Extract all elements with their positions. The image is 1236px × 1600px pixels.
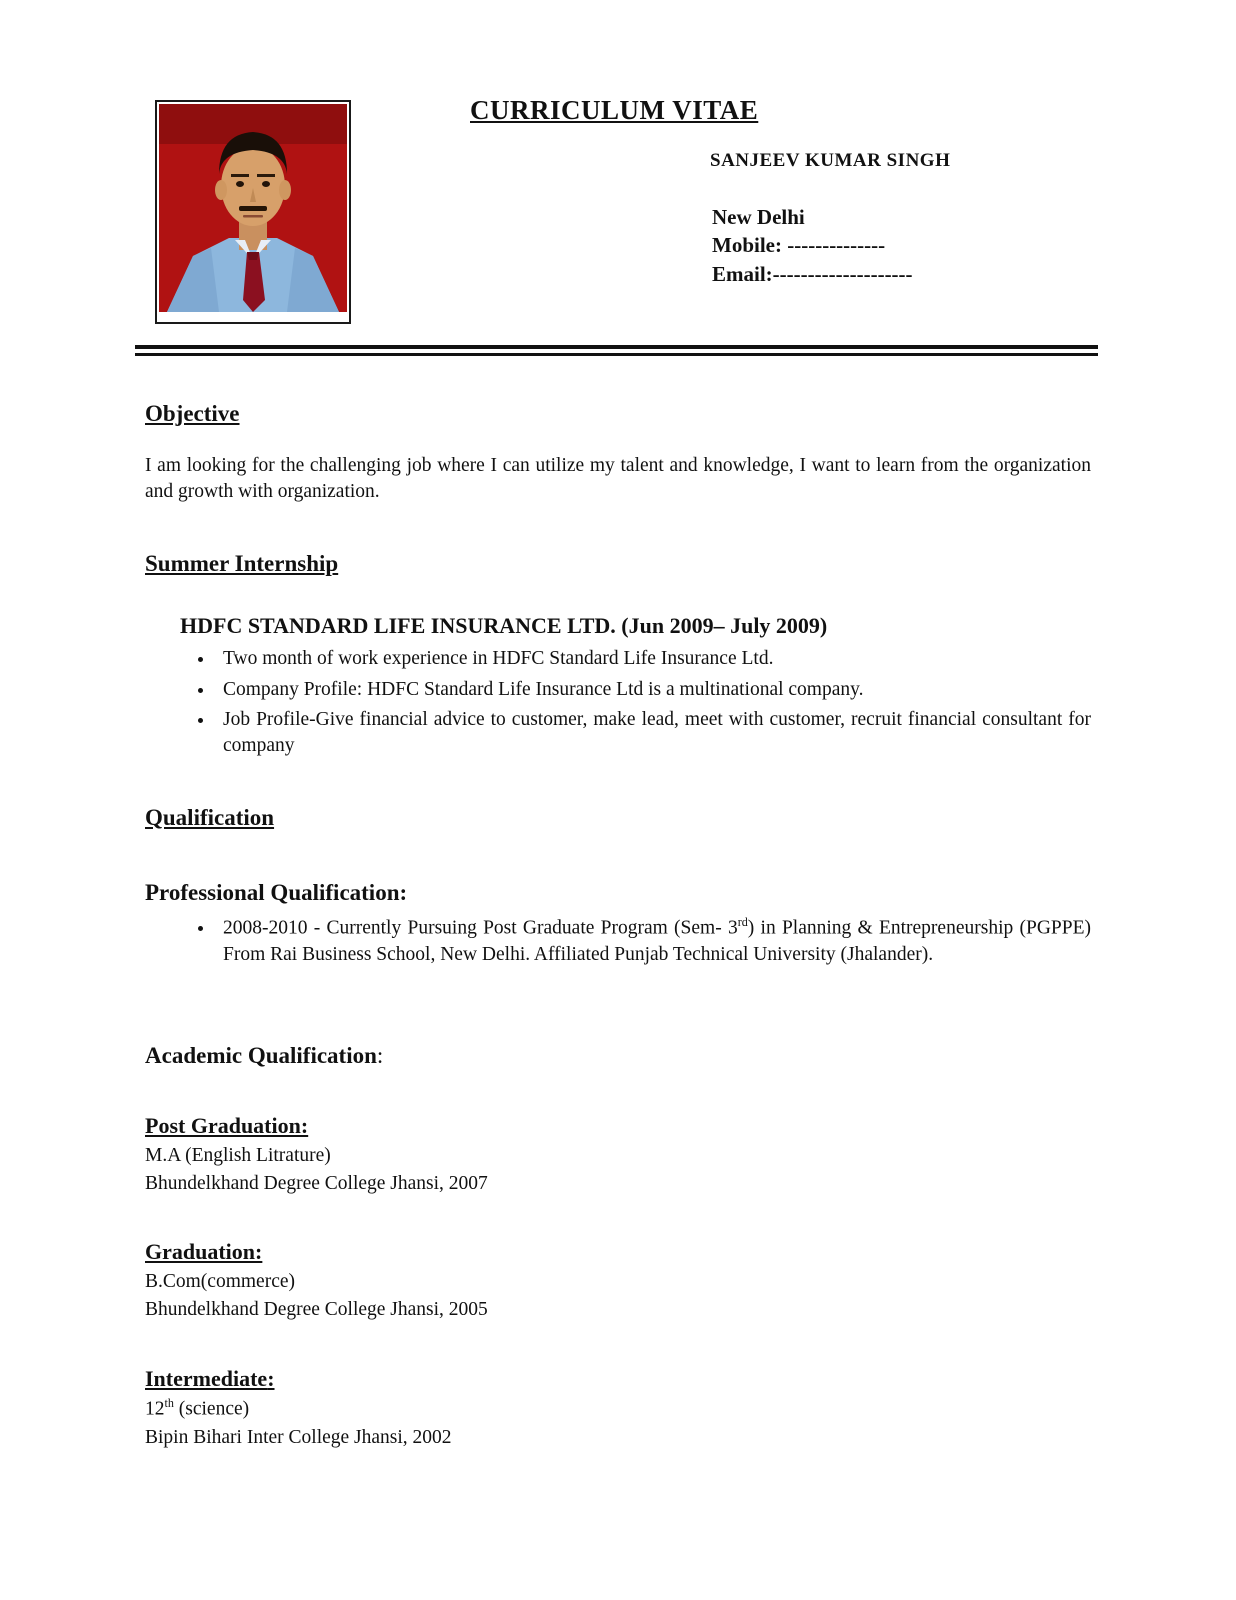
applicant-photo-image (159, 104, 347, 312)
email-label: Email: (712, 261, 773, 286)
professional-qualification-list (145, 914, 1091, 968)
intermediate-degree-rest: (science) (173, 1398, 250, 1420)
post-graduation-heading: Post Graduation: (145, 1112, 309, 1138)
pq-superscript: rd (737, 914, 748, 929)
internship-bullet-list (145, 646, 1091, 759)
mobile-label: Mobile: (712, 233, 788, 258)
mobile-value: -------------- (787, 233, 886, 258)
header-divider (135, 345, 1098, 356)
graduation-college: Bhundelkhand Degree College Jhansi, 2005 (145, 1299, 488, 1321)
post-graduation-college: Bhundelkhand Degree College Jhansi, 2007 (145, 1172, 488, 1194)
applicant-photo (155, 100, 351, 324)
intermediate-heading-colon: : (267, 1365, 275, 1391)
intermediate-superscript: th (164, 1396, 174, 1411)
graduation-degree: B.Com(commerce) (145, 1270, 295, 1292)
graduation-heading: Graduation: (145, 1239, 263, 1265)
contact-email (712, 260, 913, 288)
internship-bullet: • Company Profile: HDFC Standard Life Insurance Ltd is a multinational company. (215, 677, 1091, 703)
internship-bullet: • Job Profile-Give financial advice to customer, make lead, meet with customer, recruit financial consultant for company (215, 707, 1091, 760)
contact-city: New Delhi (712, 205, 805, 229)
pq-text-2: ) in Planning & Entrepreneurship (PGPPE) From Rai Business School, New Delhi. Affiliated Punjab Technical University (Jhalander). (223, 917, 1092, 965)
intermediate-college: Bipin Bihari Inter College Jhansi, 2002 (145, 1427, 452, 1449)
cv-content (0, 398, 1236, 1511)
contact-block (712, 203, 913, 288)
internship-company-line: HDFC STANDARD LIFE INSURANCE LTD. (Jun 2009– July 2009) (180, 612, 828, 638)
intermediate-heading (145, 1364, 1091, 1394)
academic-heading-text: Academic Qualification (145, 1042, 377, 1068)
professional-qualification-bullet (215, 914, 1091, 968)
pq-text-1: 2008-2010 - Currently Pursuing Post Graduate Program (Sem- 3 (223, 917, 738, 939)
contact-mobile (712, 231, 913, 259)
post-graduation-degree: M.A (English Litrature) (145, 1144, 331, 1166)
objective-text: I am looking for the challenging job where I can utilize my talent and knowledge, I want to learn from the organization and growth with organization. (145, 455, 1091, 503)
summer-internship-heading: Summer Internship (145, 550, 339, 576)
internship-bullet: • Two month of work experience in HDFC Standard Life Insurance Ltd. (215, 646, 1091, 672)
intermediate-heading-text: Intermediate (145, 1365, 268, 1391)
email-value: -------------------- (772, 261, 913, 286)
qualification-heading: Qualification (145, 804, 275, 830)
applicant-name: SANJEEV KUMAR SINGH (710, 150, 951, 171)
intermediate-degree (145, 1395, 1091, 1423)
cv-header (0, 0, 1236, 345)
objective-heading: Objective (145, 401, 240, 426)
professional-qualification-heading: Professional Qualification: (145, 879, 408, 905)
academic-qualification-heading (145, 1040, 1091, 1071)
page-title: CURRICULUM VITAE (470, 95, 759, 125)
intermediate-degree-num: 12 (145, 1398, 165, 1420)
academic-heading-colon: : (376, 1042, 384, 1068)
